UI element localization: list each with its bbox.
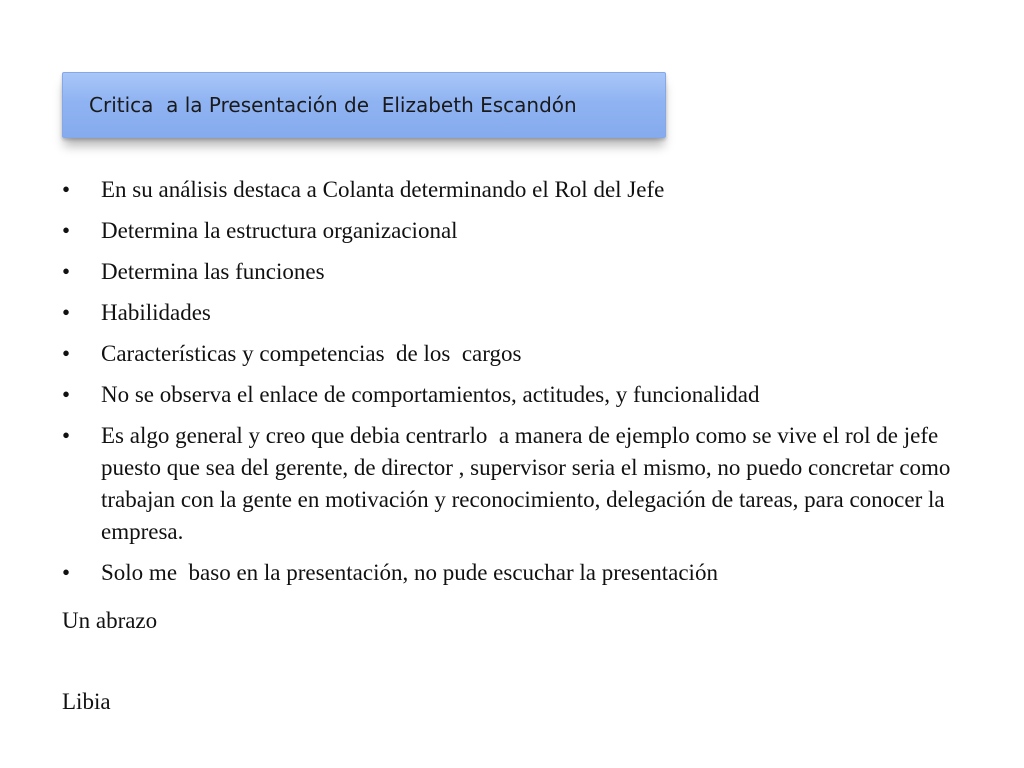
bullet-list: [62, 174, 962, 598]
bullet-icon: •: [62, 218, 71, 243]
bullet-icon: •: [62, 341, 71, 366]
bullet-item: [62, 297, 962, 329]
bullet-icon: •: [62, 177, 71, 202]
bullet-text: Determina la estructura organizacional: [101, 218, 458, 243]
title-box: [62, 72, 666, 138]
bullet-item: [62, 215, 962, 247]
bullet-icon: •: [62, 259, 71, 284]
bullet-item: [62, 557, 962, 589]
bullet-item: [62, 174, 962, 206]
bullet-icon: •: [62, 300, 71, 325]
bullet-item: [62, 338, 962, 370]
signature: Libia: [62, 689, 111, 714]
bullet-text: Características y competencias de los cargos: [101, 341, 522, 366]
bullet-item: [62, 420, 962, 548]
bullet-icon: •: [62, 560, 71, 585]
bullet-text: No se observa el enlace de comportamientos, actitudes, y funcionalidad: [101, 382, 760, 407]
bullet-text: En su análisis destaca a Colanta determinando el Rol del Jefe: [101, 177, 665, 202]
slide-title: Critica a la Presentación de Elizabeth Escandón: [89, 93, 577, 117]
bullet-icon: •: [62, 423, 71, 448]
bullet-text: Habilidades: [101, 300, 211, 325]
bullet-text: Es algo general y creo que debia centrarlo a manera de ejemplo como se vive el rol de jefe puesto que sea del gerente, de director , supervisor seria el mismo, no puedo concretar como trabajan con la gente en motivación y reconocimiento, delegación de tareas, para conocer la empresa.: [101, 423, 957, 544]
closing-greeting: Un abrazo: [62, 608, 158, 633]
bullet-item: [62, 379, 962, 411]
bullet-text: Solo me baso en la presentación, no pude escuchar la presentación: [101, 560, 718, 585]
bullet-icon: •: [62, 382, 71, 407]
bullet-item: [62, 256, 962, 288]
bullet-text: Determina las funciones: [101, 259, 325, 284]
